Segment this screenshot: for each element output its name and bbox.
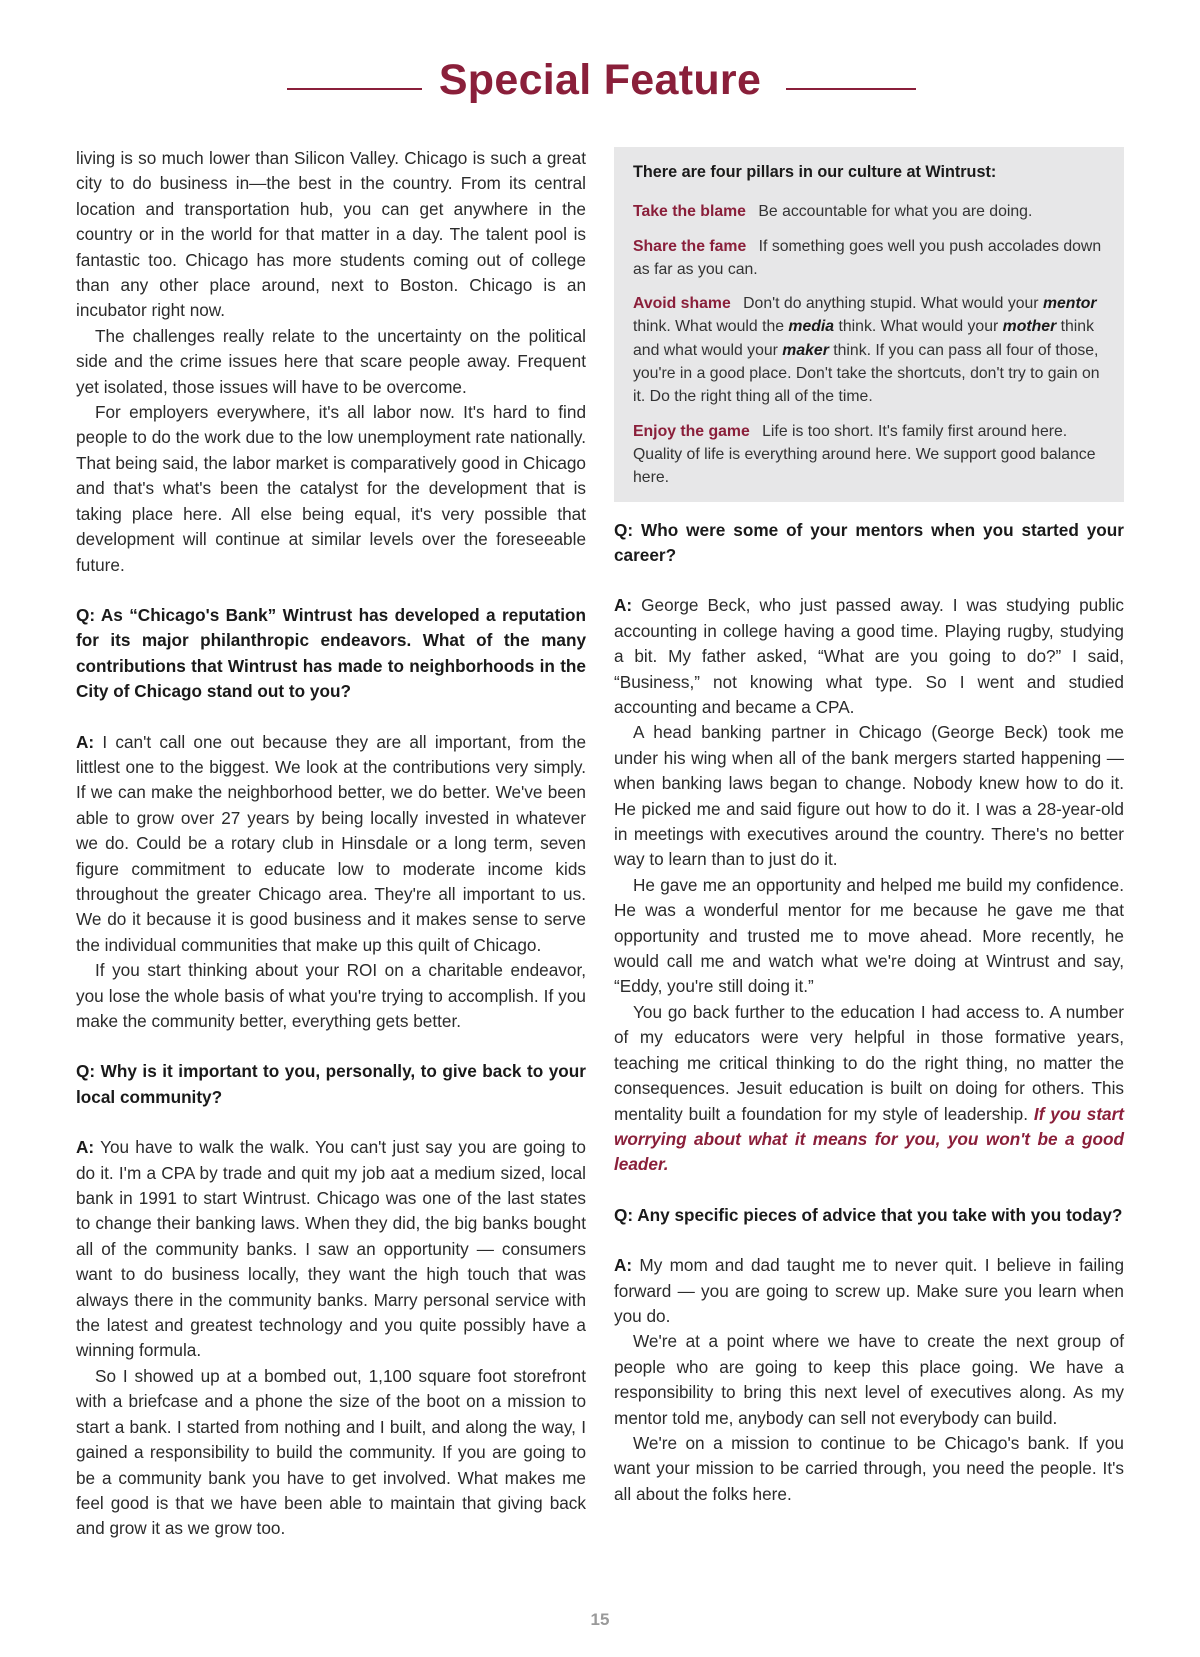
answer-text: My mom and dad taught me to never quit. I believe in failing forward — you are going to screw up. Make sure you learn when you do. xyxy=(614,1255,1124,1326)
pillar-text: think and what would your xyxy=(633,318,1094,359)
pillar-item xyxy=(633,292,1104,408)
body-paragraph: For employers everywhere, it's all labor now. It's hard to find people to do the work due to the low unemployment rate nationally. That being said, the labor market is comparatively good in Chicago and that's what's been the catalyst for the development that is taking place here. All else being equal, it's very possible that development will continue at similar levels over the foreseeable future. xyxy=(76,402,586,575)
pillar-text: Life is too short. It's family first around here. Quality of life is everything around here. We support good balance here. xyxy=(633,422,1096,487)
pillar-name: Take the blame xyxy=(633,203,746,221)
body-text: You go back further to the education I had access to. A number of my educators were very helpful in those formative years, teaching me critical thinking to do the right thing, no matter the consequences. Jesuit education is built on doing for others. This mentality built a foundation for my style of leadership. xyxy=(614,1001,1124,1124)
pillar-item xyxy=(633,200,1104,223)
body-paragraph: He gave me an opportunity and helped me build my confidence. He was a wonderful mentor for me because he gave me that opportunity and trusted me to move ahead. More recently, he would call me and watch what we're doing at Wintrust and say, “Eddy, you're still doing it.” xyxy=(614,874,1124,997)
emphasis-word: maker xyxy=(782,341,829,359)
question-heading: Q: Why is it important to you, personally, to give back to your local community? xyxy=(76,1061,586,1107)
pillar-item xyxy=(633,235,1104,282)
answer-paragraph xyxy=(614,593,1124,720)
sidebar-title: There are four pillars in our culture at Wintrust: xyxy=(633,163,997,181)
body-paragraph xyxy=(614,1000,1124,1178)
body-paragraph: We're at a point where we have to create the next group of people who are going to keep this place going. We have a responsibility to bring this next level of executives along. As my mentor told me, anybody can sell not everybody can build. xyxy=(614,1331,1124,1428)
page-header xyxy=(0,50,1200,120)
body-paragraph: We're on a mission to continue to be Chicago's bank. If you want your mission to be carried through, you need the people. It's all about the folks here. xyxy=(614,1432,1124,1504)
pillar-text: Be accountable for what you are doing. xyxy=(758,203,1033,221)
pillar-item xyxy=(633,420,1104,490)
answer-label: A: xyxy=(76,1137,95,1158)
pillar-text: Don't do anything stupid. What would your xyxy=(743,295,1039,313)
page-number: 15 xyxy=(590,1610,610,1629)
answer-label: A: xyxy=(614,595,633,616)
body-paragraph: A head banking partner in Chicago (George Beck) took me under his wing when all of the bank mergers started happening — when banking laws began to change. Nobody knew how to do it. He picked me and said figure out how to do it. I was a 28-year-old in meetings with executives around the country. There's no better way to learn than to just do it. xyxy=(614,722,1124,870)
pillars-sidebar-box xyxy=(614,147,1124,502)
body-paragraph: The challenges really relate to the uncertainty on the political side and the crime issues here that scare people away. Frequent yet isolated, those issues will have to be overcome. xyxy=(76,325,586,397)
answer-text: George Beck, who just passed away. I was studying public accounting in college having a good time. Playing rugby, studying a bit. My father asked, “What are you going to do?” I said, “Business,” not knowing what type. So I went and studied accounting and became a CPA. xyxy=(614,595,1124,717)
body-paragraph: If you start thinking about your ROI on a charitable endeavor, you lose the whole basis of what you're trying to accomplish. If you make the community better, everything gets better. xyxy=(76,960,586,1031)
pillar-text: think. What would your xyxy=(838,318,999,336)
answer-text: I can't call one out because they are all important, from the littlest one to the biggest. We look at the contributions very simply. If we can make the neighborhood better, we do better. We've been able to grow over 27 years by being locally invested in whatever we do. Could be a rotary club in Hinsdale or a long term, seven figure commitment to educate low to moderate income kids throughout the greater Chicago area. They're all important to us. We do it because it is good business and it makes sense to serve the individual communities that make up this quilt of Chicago. xyxy=(76,731,586,955)
question-heading: Q: As “Chicago's Bank” Wintrust has developed a reputation for its major philanthropic endeavors. What of the many contributions that Wintrust has made to neighborhoods in the City of Chicago stand out to you? xyxy=(76,604,586,702)
question-heading: Q: Who were some of your mentors when you started your career? xyxy=(614,519,1124,565)
header-rule-right xyxy=(786,88,916,90)
pillar-name: Avoid shame xyxy=(633,295,731,313)
answer-paragraph xyxy=(614,1253,1124,1329)
pillar-name: Enjoy the game xyxy=(633,422,750,440)
pillar-name: Share the fame xyxy=(633,237,747,255)
answer-text: You have to walk the walk. You can't just say you are going to do it. I'm a CPA by trade and quit my job aat a medium sized, local bank in 1991 to start Wintrust. Chicago was one of the last states to change their banking laws. When they did, the big banks bought all of the community banks. I saw an opportunity — consumers want to do business locally, they want the high touch that was always there in the community banks. Marry personal service with the latest and greatest technology and you quite possibly have a winning formula. xyxy=(76,1137,586,1361)
body-paragraph: So I showed up at a bombed out, 1,100 square foot storefront with a briefcase and a phone the size of the boot on a mission to start a bank. I started from nothing and I built, and along the way, I gained a responsibility to build the community. If you are going to be a community bank you have to get involved. What makes me feel good is that we have been able to maintain that giving back and grow it as we grow too. xyxy=(76,1365,586,1539)
question-heading: Q: Any specific pieces of advice that you take with you today? xyxy=(614,1204,1123,1225)
pillar-text: think. If you can pass all four of those, you're in a good place. Don't take the shortcuts, don't try to gain on it. Do the right thing all of the time. xyxy=(633,341,1100,406)
emphasis-word: media xyxy=(788,318,835,336)
answer-paragraph xyxy=(76,730,586,959)
body-paragraph: living is so much lower than Silicon Valley. Chicago is such a great city to do business in—the best in the country. From its central location and transportation hub, you can get anywhere in the country or in the world for that matter in a day. The talent pool is fantastic too. Chicago has more students coming out of college than any other place around, next to Boston. Chicago is an incubator right now. xyxy=(76,148,586,321)
pillar-text: If something goes well you push accolades down as far as you can. xyxy=(633,237,1102,278)
pillar-text: think. What would the xyxy=(633,318,785,336)
answer-label: A: xyxy=(614,1255,633,1276)
right-column xyxy=(614,147,1124,1507)
emphasis-word: mother xyxy=(1002,318,1057,336)
page-title: Special Feature xyxy=(438,56,762,104)
emphasis-word: mentor xyxy=(1042,295,1097,313)
answer-label: A: xyxy=(76,731,95,752)
left-column xyxy=(76,146,586,1542)
highlight-quote: If you start worrying about what it means for you, you won't be a good leader. xyxy=(614,1103,1125,1175)
answer-paragraph xyxy=(76,1135,586,1364)
